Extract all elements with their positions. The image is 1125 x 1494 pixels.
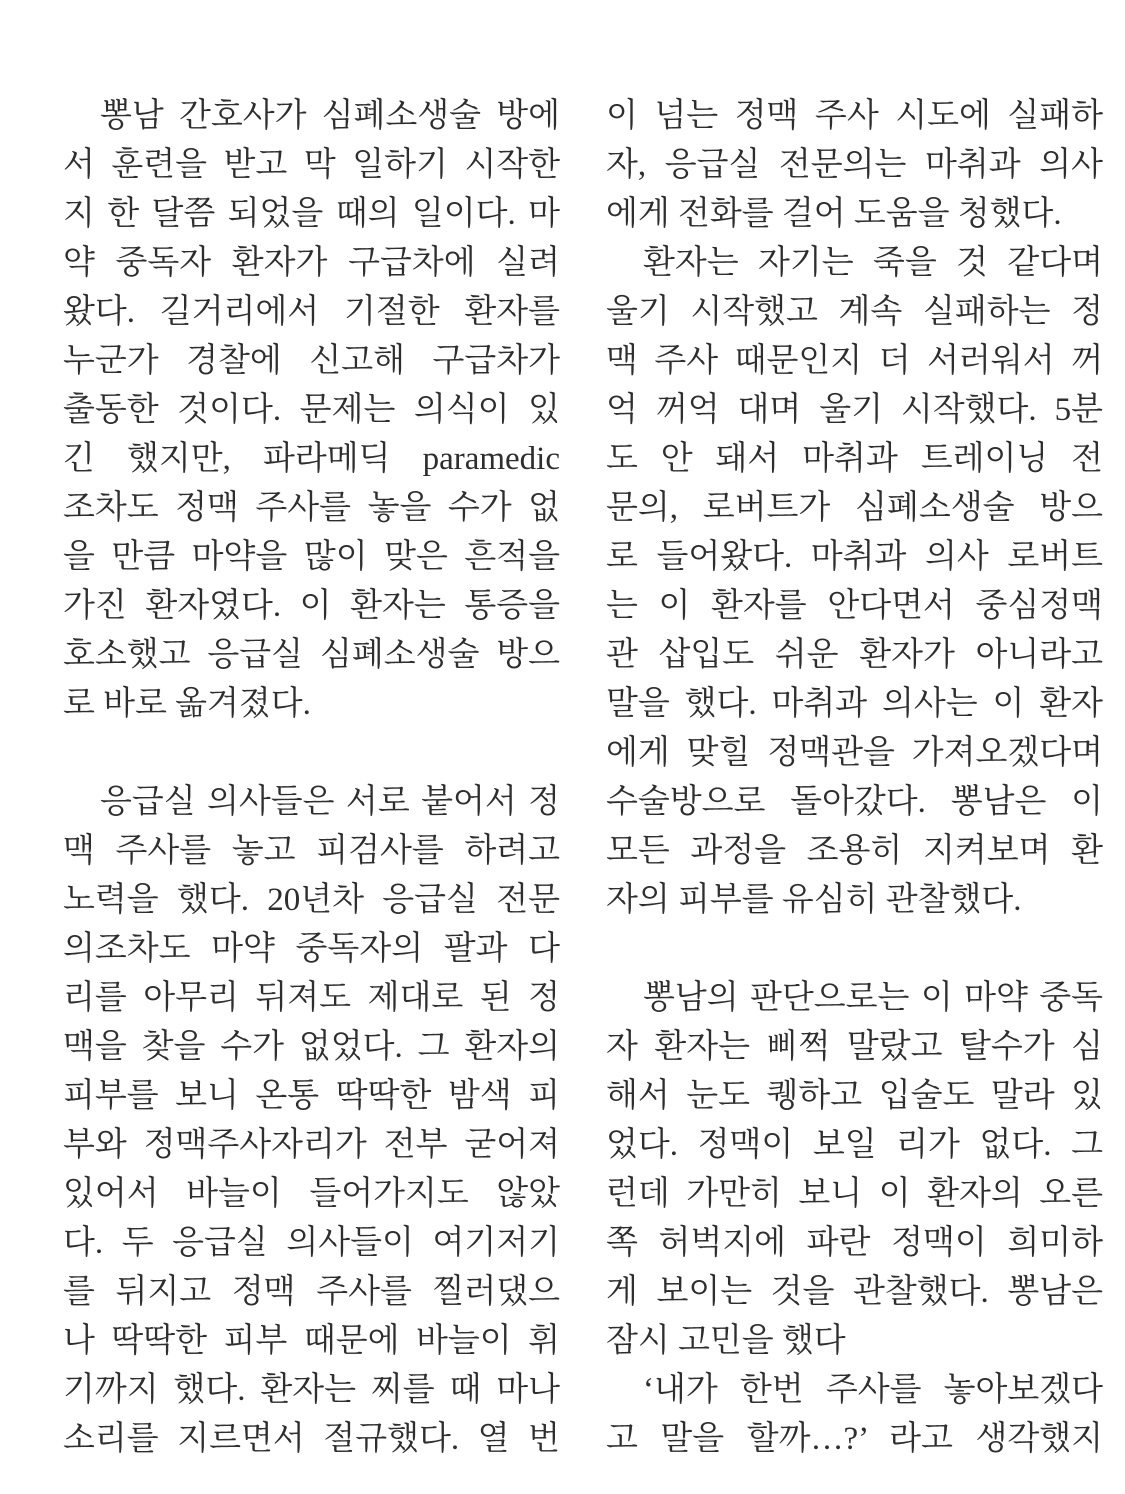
text-line: 나 딱딱한 피부 때문에 바늘이 휘: [63, 1323, 560, 1359]
text-line: 맥 주사 때문인지 더 서러워서 꺼: [606, 343, 1103, 379]
text-line: 노력을 했다. 20년차 응급실 전문: [63, 882, 560, 918]
text-line: 의조차도 마약 중독자의 팔과 다: [63, 931, 560, 967]
text-line: 로 들어왔다. 마취과 의사 로버트: [606, 539, 1103, 575]
text-line: ‘내가 한번 주사를 놓아보겠다: [643, 1372, 1103, 1408]
text-line: 가진 환자였다. 이 환자는 통증을: [63, 588, 560, 624]
text-line: 자, 응급실 전문의는 마취과 의사: [606, 147, 1103, 183]
text-column-left: [63, 92, 560, 1464]
text-line: 모든 과정을 조용히 지켜보며 환: [606, 833, 1103, 869]
text-line: 게 보이는 것을 관찰했다. 뽕남은: [606, 1274, 1103, 1310]
text-line: 해서 눈도 퀭하고 입술도 말라 있: [606, 1078, 1103, 1114]
text-line: 자의 피부를 유심히 관찰했다.: [606, 882, 1022, 918]
text-line: 소리를 지르면서 절규했다. 열 번: [63, 1421, 560, 1457]
text-line: 약 중독자 환자가 구급차에 실려: [63, 245, 560, 281]
text-line: 지 한 달쯤 되었을 때의 일이다. 마: [63, 196, 560, 232]
text-line: 다. 두 응급실 의사들이 여기저기: [63, 1225, 560, 1261]
text-line: 누군가 경찰에 신고해 구급차가: [63, 343, 560, 379]
text-line: 런데 가만히 보니 이 환자의 오른: [606, 1176, 1103, 1212]
text-line: 에게 전화를 걸어 도움을 청했다.: [606, 196, 1062, 232]
text-line: 뽕남 간호사가 심폐소생술 방에: [100, 98, 560, 134]
paragraph: [606, 92, 1103, 239]
text-line: 환자는 자기는 죽을 것 같다며: [643, 245, 1103, 281]
text-line: 수술방으로 돌아갔다. 뽕남은 이: [606, 784, 1103, 820]
text-line: 도 안 돼서 마취과 트레이닝 전: [606, 441, 1103, 477]
text-line: 리를 아무리 뒤져도 제대로 된 정: [63, 980, 560, 1016]
paragraph: [606, 1366, 1103, 1464]
text-line: 서 훈련을 받고 막 일하기 시작한: [63, 147, 560, 183]
text-column-right: [606, 92, 1103, 1464]
text-line: 를 뒤지고 정맥 주사를 찔러댔으: [63, 1274, 560, 1310]
text-line: 뽕남의 판단으로는 이 마약 중독: [643, 980, 1103, 1016]
text-line: 관 삽입도 쉬운 환자가 아니라고: [606, 637, 1103, 673]
paragraph: [63, 778, 560, 1464]
text-line: 었다. 정맥이 보일 리가 없다. 그: [606, 1127, 1103, 1163]
text-line: 쪽 허벅지에 파란 정맥이 희미하: [606, 1225, 1103, 1261]
text-line: 맥을 찾을 수가 없었다. 그 환자의: [63, 1029, 560, 1065]
text-line: 기까지 했다. 환자는 찌를 때 마나: [63, 1372, 560, 1408]
text-line: 호소했고 응급실 심폐소생술 방으: [63, 637, 560, 673]
text-line: 자 환자는 삐쩍 말랐고 탈수가 심: [606, 1029, 1103, 1065]
text-line: 말을 했다. 마취과 의사는 이 환자: [606, 686, 1103, 722]
text-line: 을 만큼 마약을 많이 맞은 흔적을: [63, 539, 560, 575]
text-line: 잠시 고민을 했다: [606, 1323, 846, 1359]
text-line: 문의, 로버트가 심폐소생술 방으: [606, 490, 1103, 526]
text-line: 는 이 환자를 안다면서 중심정맥: [606, 588, 1103, 624]
text-line: 에게 맞힐 정맥관을 가져오겠다며: [606, 735, 1103, 771]
text-line: 울기 시작했고 계속 실패하는 정: [606, 294, 1103, 330]
paragraph: [606, 239, 1103, 925]
paragraph: [606, 974, 1103, 1366]
text-line: 출동한 것이다. 문제는 의식이 있: [63, 392, 560, 428]
text-line: 있어서 바늘이 들어가지도 않았: [63, 1176, 560, 1212]
text-line: 왔다. 길거리에서 기절한 환자를: [63, 294, 560, 330]
text-line: 조차도 정맥 주사를 놓을 수가 없: [63, 490, 560, 526]
text-line: 이 넘는 정맥 주사 시도에 실패하: [606, 98, 1103, 134]
text-line: 억 꺼억 대며 울기 시작했다. 5분: [606, 392, 1103, 428]
text-line: 피부를 보니 온통 딱딱한 밤색 피: [63, 1078, 560, 1114]
text-line: 맥 주사를 놓고 피검사를 하려고: [63, 833, 560, 869]
text-line: 고 말을 할까…?’ 라고 생각했지: [606, 1421, 1103, 1457]
text-line: 응급실 의사들은 서로 붙어서 정: [100, 784, 560, 820]
text-line: 로 바로 옮겨졌다.: [63, 686, 311, 722]
text-columns: [63, 92, 1103, 1464]
paragraph: [63, 92, 560, 729]
text-line: 긴 했지만, 파라메딕 paramedic: [63, 441, 560, 477]
text-line: 부와 정맥주사자리가 전부 굳어져: [63, 1127, 560, 1163]
